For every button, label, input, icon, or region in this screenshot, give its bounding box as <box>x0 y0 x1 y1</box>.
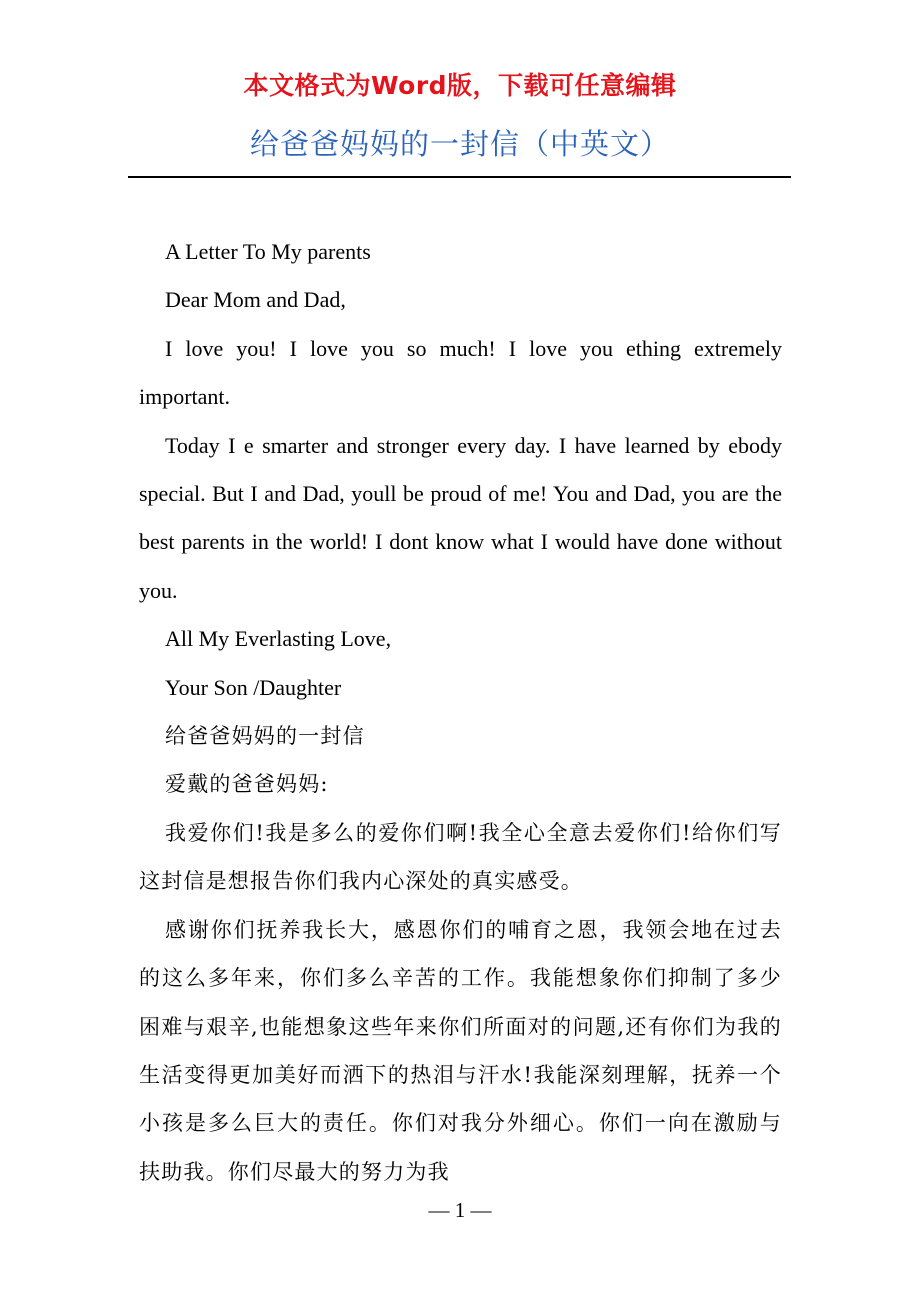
paragraph: 我爱你们!我是多么的爱你们啊!我全心全意去爱你们!给你们写这封信是想报告你们我内心深处的真实感受。 <box>139 820 782 894</box>
title-divider <box>128 176 791 178</box>
page-number: — 1 — <box>428 1198 492 1222</box>
signature: Your Son /Daughter <box>165 674 342 700</box>
document-title: 给爸爸妈妈的一封信（中英文） <box>249 127 670 161</box>
paragraph: I love you! I love you so much! I love you ething extremely important. <box>139 335 782 410</box>
paragraph: Today I e smarter and stronger every day. I have learned by ebody special. But I and Dad, youll be proud of me! You and Dad, you are the best parents in the world! I dont know what I would have done without you. <box>139 432 782 603</box>
chinese-salutation: 爱戴的爸爸妈妈: <box>165 772 329 797</box>
letter-heading: A Letter To My parents <box>165 239 371 264</box>
paragraph: 感谢你们抚养我长大，感恩你们的哺育之恩，我领会地在过去的这么多年来，你们多么辛苦的工作。我能想象你们抑制了多少困难与艰辛,也能想象这些年来你们所面对的问题,还有你们为我的生活变得更加美好而洒下的热泪与汗水!我能深刻理解，抚养一个小孩是多么巨大的责任。你们对我分外细心。你们一向在激励与扶助我。你们尽最大的努力为我 <box>139 917 782 1184</box>
chinese-heading: 给爸爸妈妈的一封信 <box>165 724 365 749</box>
salutation: Dear Mom and Dad, <box>165 287 346 313</box>
format-notice: 本文格式为Word版，下载可任意编辑 <box>243 71 677 100</box>
closing: All My Everlasting Love, <box>165 626 392 652</box>
document-body <box>139 228 782 1196</box>
